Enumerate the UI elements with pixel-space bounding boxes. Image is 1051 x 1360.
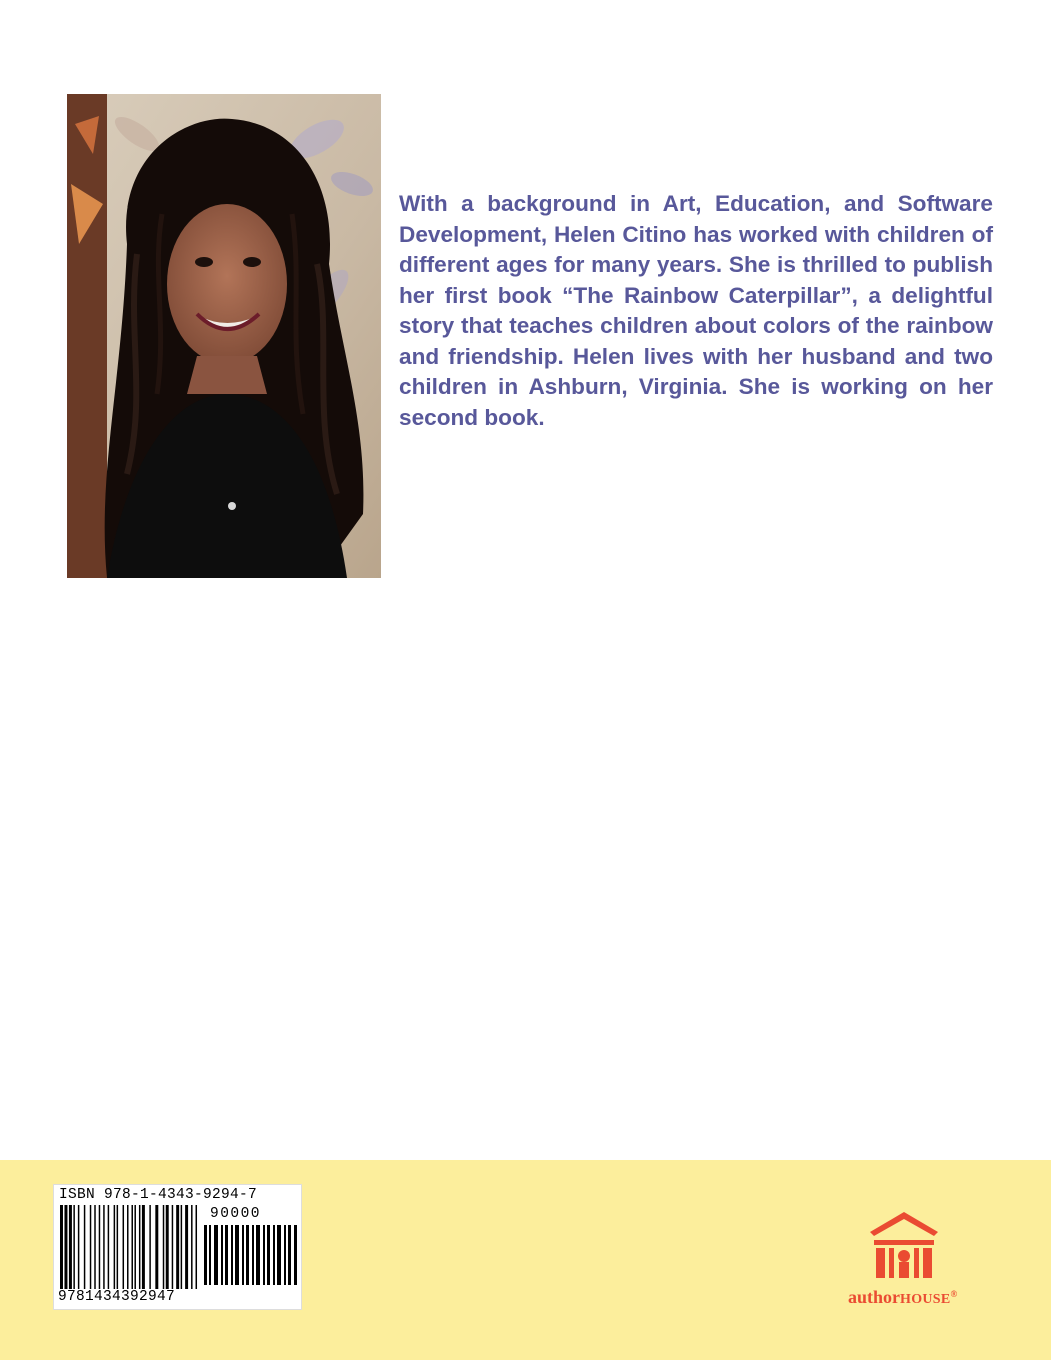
ean-digits: 9781434392947 — [58, 1289, 176, 1305]
barcode-bar — [108, 1205, 109, 1289]
barcode-bar — [142, 1205, 145, 1289]
barcode-bar — [99, 1205, 100, 1289]
price-barcode-bars-icon — [204, 1225, 444, 1311]
publisher-name: authorHOUSE® — [848, 1287, 958, 1307]
barcode-bar — [78, 1205, 79, 1289]
barcode-bar — [134, 1205, 135, 1289]
isbn-barcode — [53, 1184, 302, 1310]
barcode-bar — [73, 1205, 74, 1289]
barcode-bar — [69, 1205, 72, 1289]
barcode-bar — [139, 1205, 140, 1289]
barcode-bar — [114, 1205, 115, 1289]
price-code: 90000 — [210, 1206, 262, 1222]
barcode-bar — [176, 1205, 179, 1289]
barcode-bar — [149, 1205, 150, 1289]
barcode-bar — [185, 1205, 188, 1289]
barcode-bar — [117, 1205, 118, 1289]
barcode-bar — [84, 1205, 85, 1289]
isbn-label: ISBN 978-1-4343-9294-7 — [59, 1187, 258, 1203]
author-portrait-graphic — [67, 94, 381, 578]
barcode-bar — [191, 1205, 192, 1289]
barcode-bar — [64, 1205, 67, 1289]
barcode-bar — [123, 1205, 124, 1289]
barcode-bar — [172, 1205, 173, 1289]
barcode-bar — [60, 1205, 63, 1289]
barcode-bar — [90, 1205, 91, 1289]
author-bio: With a background in Art, Education, and Software Development, Helen Citino has worked with children of different ages for many years. She is thrilled to publish her first book “The Rainbow Caterpillar”, a delightful story that teaches children about colors of the rainbow and friendship. Helen lives with her husband and two children in Ashburn, Virginia. She is working on her second book. — [399, 191, 993, 430]
author-photo — [67, 94, 381, 578]
barcode-bar — [94, 1205, 95, 1289]
barcode-bar — [103, 1205, 104, 1289]
barcode-bar — [163, 1205, 164, 1289]
barcode-bar — [181, 1205, 182, 1289]
publisher-logo — [846, 1210, 1006, 1320]
house-logo-icon — [868, 1210, 940, 1282]
barcode-bar — [155, 1205, 158, 1289]
barcode-bar — [166, 1205, 169, 1289]
barcode-bar — [196, 1205, 197, 1289]
barcode-bar — [127, 1205, 128, 1289]
barcode-bar — [131, 1205, 132, 1289]
